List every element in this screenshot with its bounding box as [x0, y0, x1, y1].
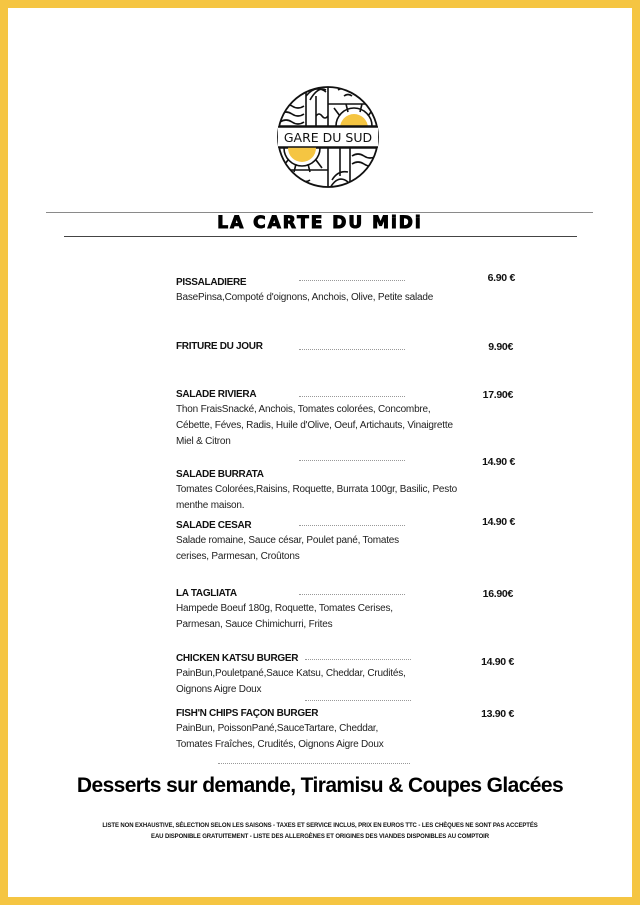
dotted-leader [218, 763, 410, 764]
dotted-leader [299, 525, 405, 526]
item-desc: Tomates Colorées,Raisins, Roquette, Burrata 100gr, Basilic, Pesto [176, 484, 458, 495]
item-price: 14.90 € [482, 516, 515, 528]
item-name: PISSALADIERE [176, 277, 247, 288]
item-price: 9.90€ [488, 341, 513, 353]
item-name: SALADE CESAR [176, 520, 252, 531]
item-name: LA TAGLIATA [176, 588, 237, 599]
dotted-leader [299, 349, 405, 350]
gare-du-sud-logo [276, 76, 380, 198]
item-desc: cerises, Parmesan, Croûtons [176, 551, 300, 562]
item-price: 16.90€ [482, 588, 513, 600]
dotted-leader [305, 700, 411, 701]
item-price: 14.90 € [481, 656, 514, 668]
dotted-leader [305, 659, 411, 660]
item-desc: Salade romaine, Sauce césar, Poulet pané, Tomates [176, 535, 399, 546]
svg-text:GARE DU SUD: GARE DU SUD [283, 130, 373, 145]
item-price: 6.90 € [487, 272, 515, 284]
item-price: 13.90 € [481, 708, 514, 720]
item-desc: Hampede Boeuf 180g, Roquette, Tomates Cerises, [176, 603, 393, 614]
title-underline [64, 236, 577, 237]
item-desc: BasePinsa,Compoté d'oignons, Anchois, Olive, Petite salade [176, 292, 434, 303]
item-name: FRITURE DU JOUR [176, 341, 263, 352]
page-title: LA CARTE DU MiDi [217, 213, 423, 233]
item-desc: Miel & Citron [176, 436, 231, 447]
dotted-leader [299, 594, 405, 595]
item-desc: Oignons Aigre Doux [176, 684, 262, 695]
desserts-note: Desserts sur demande, Tiramisu & Coupes Glacées [76, 774, 564, 797]
item-price: 14.90 € [482, 456, 515, 468]
item-desc: PainBun, PoissonPané,SauceTartare, Cheddar, [176, 723, 379, 734]
item-name: FISH'N CHIPS FAÇON BURGER [176, 708, 319, 719]
item-desc: Tomates Fraîches, Crudités, Oignons Aigre Doux [176, 739, 384, 750]
item-name: SALADE BURRATA [176, 469, 264, 480]
item-name: SALADE RIVIERA [176, 389, 257, 400]
footer-line-2: EAU DISPONIBLE GRATUITEMENT - LISTE DES ALLERGÈNES ET ORIGINES DES VIANDES DISPONIBLES AU COMPTOIR [151, 834, 489, 840]
item-desc: menthe maison. [176, 500, 245, 511]
footer-line-1: LISTE NON EXHAUSTIVE, SÉLECTION SELON LES SAISONS - TAXES ET SERVICE INCLUS, PRIX EN EUROS TTC - LES CHÈQUES NE SONT PAS ACCEPTÉS [102, 823, 538, 829]
item-desc: Cébette, Féves, Radis, Huile d'Olive, Oeuf, Artichauts, Vinaigrette [176, 420, 453, 431]
item-price: 17.90€ [482, 389, 513, 401]
dotted-leader [299, 460, 405, 461]
menu-item-salade-burrata [176, 468, 508, 514]
item-desc: Thon FraisSnacké, Anchois, Tomates colorées, Concombre, [176, 404, 431, 415]
item-name: CHICKEN KATSU BURGER [176, 653, 299, 664]
item-desc: PainBun,Pouletpané,Sauce Katsu, Cheddar, Crudités, [176, 668, 406, 679]
dotted-leader [299, 280, 405, 281]
dotted-leader [299, 396, 405, 397]
item-desc: Parmesan, Sauce Chimichurri, Frites [176, 619, 333, 630]
